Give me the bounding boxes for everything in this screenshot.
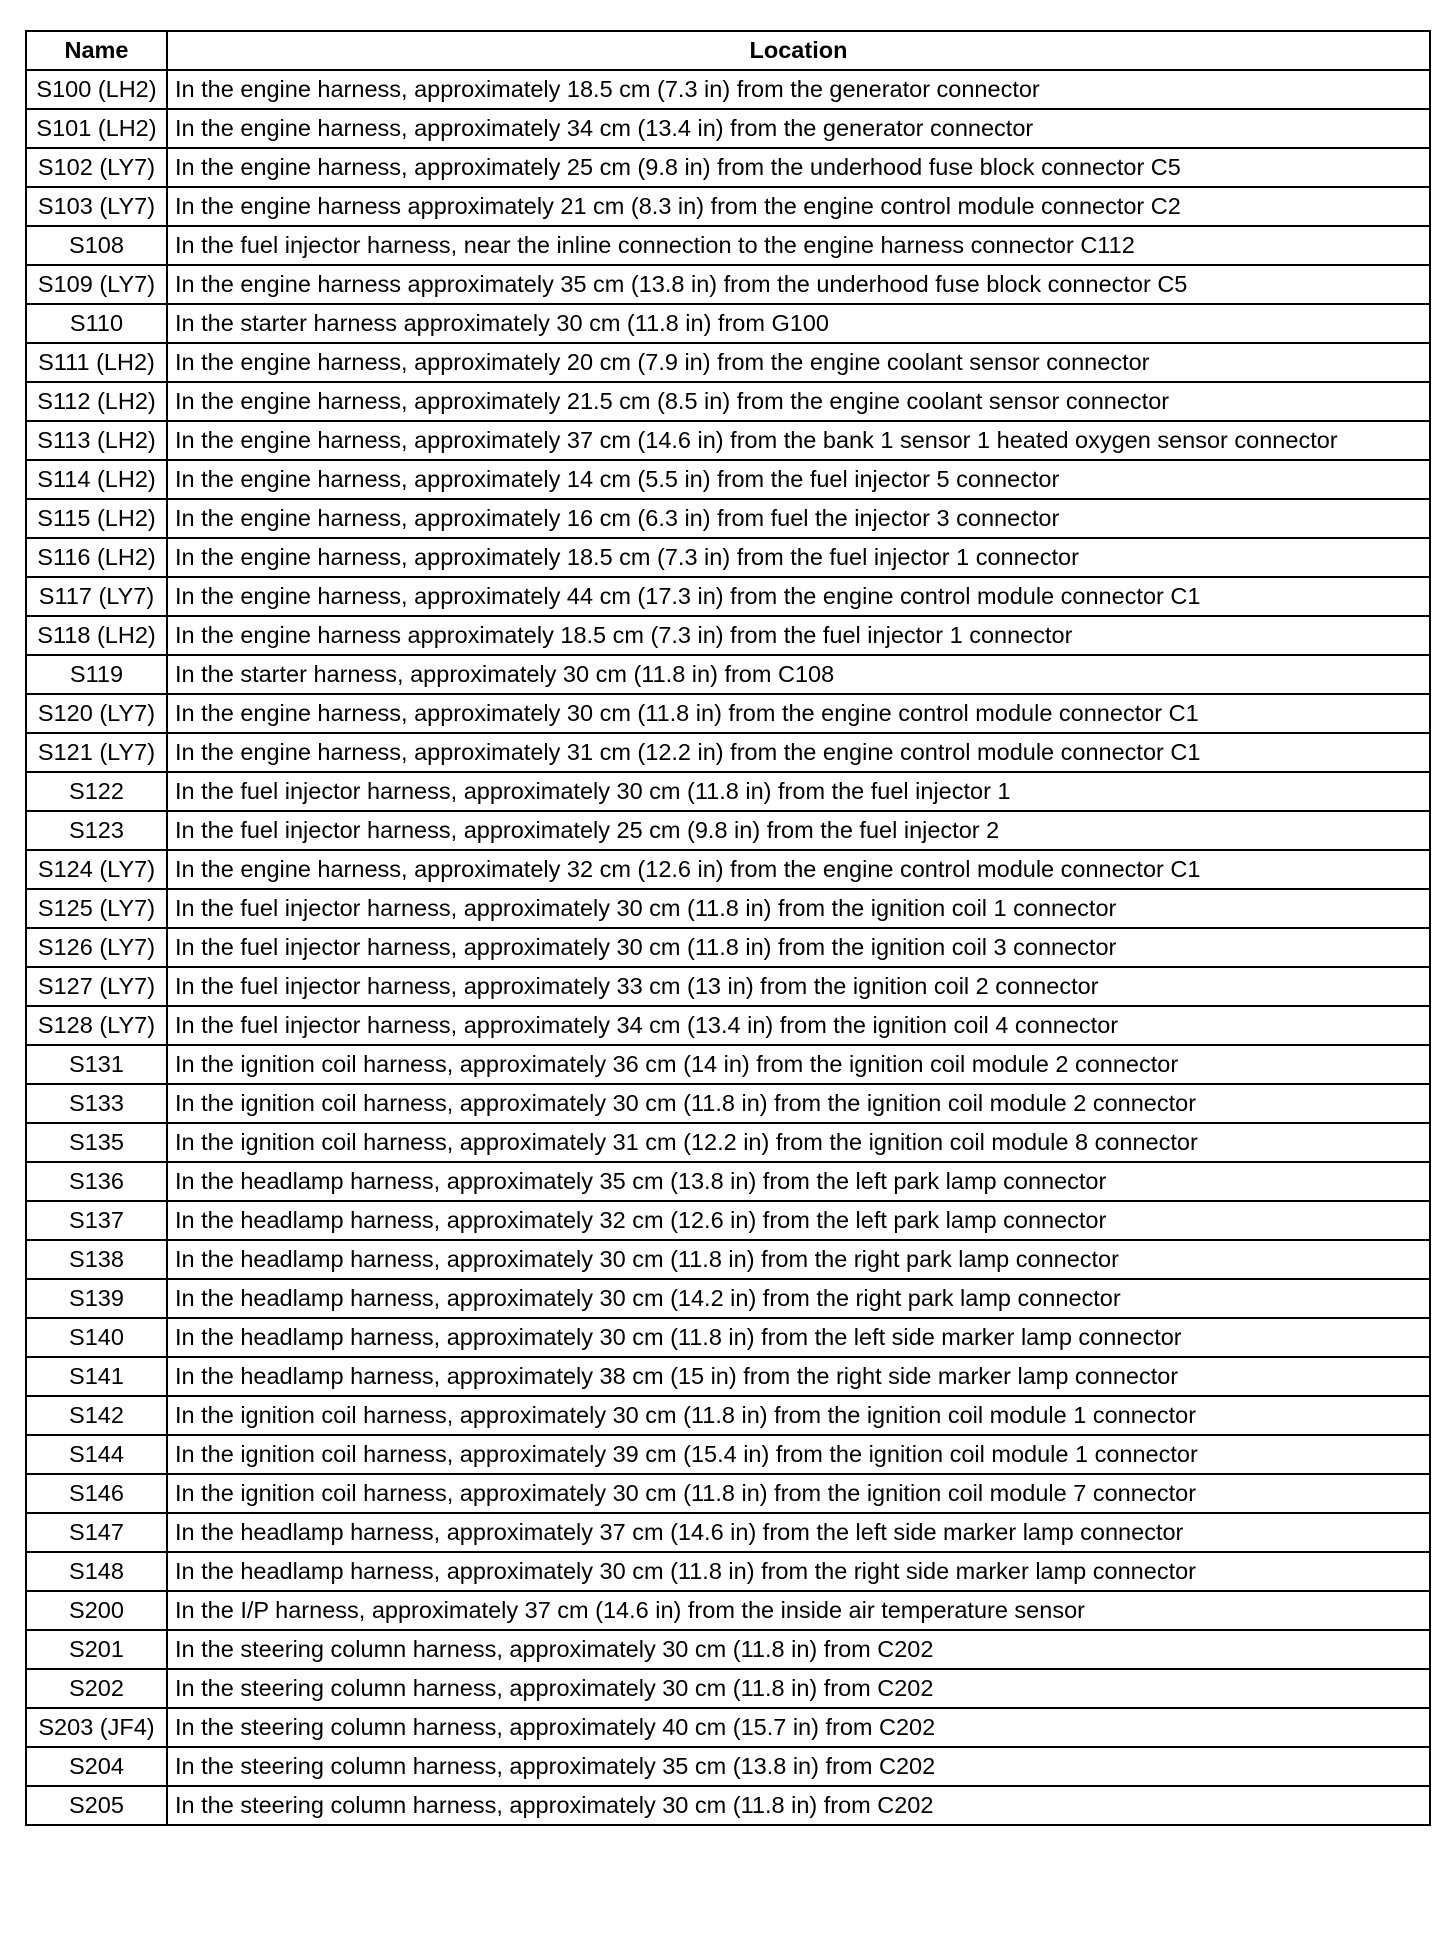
- splice-name-cell: S136: [26, 1162, 167, 1201]
- splice-name-cell: S109 (LY7): [26, 265, 167, 304]
- splice-location-cell: In the ignition coil harness, approximately 30 cm (11.8 in) from the ignition coil module 2 connector: [167, 1084, 1430, 1123]
- table-row: [26, 499, 1430, 538]
- splice-name-cell: S121 (LY7): [26, 733, 167, 772]
- splice-name-cell: S125 (LY7): [26, 889, 167, 928]
- splice-location-cell: In the engine harness, approximately 14 cm (5.5 in) from the fuel injector 5 connector: [167, 460, 1430, 499]
- splice-location-cell: In the steering column harness, approximately 35 cm (13.8 in) from C202: [167, 1747, 1430, 1786]
- splice-name-cell: S128 (LY7): [26, 1006, 167, 1045]
- table-row: [26, 460, 1430, 499]
- splice-location-cell: In the engine harness, approximately 37 cm (14.6 in) from the bank 1 sensor 1 heated oxygen sensor connector: [167, 421, 1430, 460]
- table-row: [26, 811, 1430, 850]
- splice-name-cell: S204: [26, 1747, 167, 1786]
- column-header-name: Name: [26, 31, 167, 70]
- table-row: [26, 1396, 1430, 1435]
- splice-name-cell: S123: [26, 811, 167, 850]
- splice-location-cell: In the engine harness approximately 21 cm (8.3 in) from the engine control module connector C2: [167, 187, 1430, 226]
- splice-name-cell: S126 (LY7): [26, 928, 167, 967]
- splice-location-cell: In the starter harness approximately 30 cm (11.8 in) from G100: [167, 304, 1430, 343]
- splice-location-cell: In the engine harness, approximately 18.5 cm (7.3 in) from the generator connector: [167, 70, 1430, 109]
- table-row: [26, 148, 1430, 187]
- table-row: [26, 1240, 1430, 1279]
- splice-name-cell: S111 (LH2): [26, 343, 167, 382]
- table-row: [26, 1786, 1430, 1825]
- splice-name-cell: S119: [26, 655, 167, 694]
- splice-location-cell: In the ignition coil harness, approximately 39 cm (15.4 in) from the ignition coil module 1 connector: [167, 1435, 1430, 1474]
- splice-name-cell: S200: [26, 1591, 167, 1630]
- splice-location-cell: In the headlamp harness, approximately 32 cm (12.6 in) from the left park lamp connector: [167, 1201, 1430, 1240]
- table-row: [26, 577, 1430, 616]
- splice-name-cell: S148: [26, 1552, 167, 1591]
- splice-location-cell: In the headlamp harness, approximately 30 cm (11.8 in) from the left side marker lamp connector: [167, 1318, 1430, 1357]
- table-row: [26, 1123, 1430, 1162]
- splice-name-cell: S120 (LY7): [26, 694, 167, 733]
- table-row: [26, 1435, 1430, 1474]
- table-row: [26, 1513, 1430, 1552]
- splice-name-cell: S100 (LH2): [26, 70, 167, 109]
- splice-location-table: [25, 30, 1431, 1826]
- splice-name-cell: S116 (LH2): [26, 538, 167, 577]
- splice-location-cell: In the headlamp harness, approximately 35 cm (13.8 in) from the left park lamp connector: [167, 1162, 1430, 1201]
- table-row: [26, 1474, 1430, 1513]
- splice-name-cell: S202: [26, 1669, 167, 1708]
- splice-location-cell: In the engine harness, approximately 44 cm (17.3 in) from the engine control module connector C1: [167, 577, 1430, 616]
- table-row: [26, 1318, 1430, 1357]
- table-row: [26, 967, 1430, 1006]
- splice-location-cell: In the engine harness, approximately 31 cm (12.2 in) from the engine control module connector C1: [167, 733, 1430, 772]
- splice-location-cell: In the headlamp harness, approximately 30 cm (11.8 in) from the right side marker lamp connector: [167, 1552, 1430, 1591]
- table-row: [26, 850, 1430, 889]
- table-row: [26, 1045, 1430, 1084]
- splice-location-cell: In the engine harness approximately 35 cm (13.8 in) from the underhood fuse block connector C5: [167, 265, 1430, 304]
- splice-name-cell: S140: [26, 1318, 167, 1357]
- splice-name-cell: S133: [26, 1084, 167, 1123]
- table-row: [26, 109, 1430, 148]
- table-row: [26, 1669, 1430, 1708]
- splice-name-cell: S127 (LY7): [26, 967, 167, 1006]
- splice-name-cell: S115 (LH2): [26, 499, 167, 538]
- table-row: [26, 733, 1430, 772]
- table-row: [26, 1630, 1430, 1669]
- splice-location-cell: In the ignition coil harness, approximately 30 cm (11.8 in) from the ignition coil module 7 connector: [167, 1474, 1430, 1513]
- splice-name-cell: S144: [26, 1435, 167, 1474]
- splice-name-cell: S102 (LY7): [26, 148, 167, 187]
- table-row: [26, 187, 1430, 226]
- splice-name-cell: S103 (LY7): [26, 187, 167, 226]
- splice-name-cell: S108: [26, 226, 167, 265]
- splice-location-cell: In the headlamp harness, approximately 30 cm (11.8 in) from the right park lamp connector: [167, 1240, 1430, 1279]
- splice-name-cell: S114 (LH2): [26, 460, 167, 499]
- table-row: [26, 1006, 1430, 1045]
- column-header-location: Location: [167, 31, 1430, 70]
- splice-name-cell: S110: [26, 304, 167, 343]
- table-row: [26, 265, 1430, 304]
- table-row: [26, 694, 1430, 733]
- splice-name-cell: S118 (LH2): [26, 616, 167, 655]
- table-row: [26, 538, 1430, 577]
- splice-location-cell: In the headlamp harness, approximately 38 cm (15 in) from the right side marker lamp connector: [167, 1357, 1430, 1396]
- splice-location-cell: In the steering column harness, approximately 40 cm (15.7 in) from C202: [167, 1708, 1430, 1747]
- table-row: [26, 928, 1430, 967]
- table-row: [26, 1162, 1430, 1201]
- splice-location-cell: In the fuel injector harness, approximately 25 cm (9.8 in) from the fuel injector 2: [167, 811, 1430, 850]
- splice-name-cell: S124 (LY7): [26, 850, 167, 889]
- table-row: [26, 343, 1430, 382]
- table-row: [26, 772, 1430, 811]
- splice-location-cell: In the engine harness, approximately 21.5 cm (8.5 in) from the engine coolant sensor connector: [167, 382, 1430, 421]
- table-row: [26, 1747, 1430, 1786]
- splice-location-cell: In the engine harness, approximately 20 cm (7.9 in) from the engine coolant sensor connector: [167, 343, 1430, 382]
- splice-name-cell: S122: [26, 772, 167, 811]
- splice-name-cell: S101 (LH2): [26, 109, 167, 148]
- table-row: [26, 421, 1430, 460]
- splice-name-cell: S135: [26, 1123, 167, 1162]
- splice-location-sheet: [25, 30, 1429, 1826]
- splice-name-cell: S112 (LH2): [26, 382, 167, 421]
- splice-name-cell: S146: [26, 1474, 167, 1513]
- splice-name-cell: S131: [26, 1045, 167, 1084]
- splice-location-cell: In the steering column harness, approximately 30 cm (11.8 in) from C202: [167, 1669, 1430, 1708]
- table-row: [26, 70, 1430, 109]
- splice-name-cell: S139: [26, 1279, 167, 1318]
- table-row: [26, 1357, 1430, 1396]
- splice-location-cell: In the engine harness, approximately 34 cm (13.4 in) from the generator connector: [167, 109, 1430, 148]
- splice-name-cell: S141: [26, 1357, 167, 1396]
- splice-location-cell: In the engine harness, approximately 18.5 cm (7.3 in) from the fuel injector 1 connector: [167, 538, 1430, 577]
- table-header-row: [26, 31, 1430, 70]
- table-row: [26, 616, 1430, 655]
- splice-location-cell: In the engine harness, approximately 16 cm (6.3 in) from fuel the injector 3 connector: [167, 499, 1430, 538]
- splice-location-cell: In the engine harness approximately 18.5 cm (7.3 in) from the fuel injector 1 connector: [167, 616, 1430, 655]
- table-row: [26, 655, 1430, 694]
- splice-location-cell: In the engine harness, approximately 25 cm (9.8 in) from the underhood fuse block connector C5: [167, 148, 1430, 187]
- splice-name-cell: S117 (LY7): [26, 577, 167, 616]
- splice-location-cell: In the fuel injector harness, near the inline connection to the engine harness connector C112: [167, 226, 1430, 265]
- splice-location-cell: In the I/P harness, approximately 37 cm (14.6 in) from the inside air temperature sensor: [167, 1591, 1430, 1630]
- table-row: [26, 1552, 1430, 1591]
- table-row: [26, 304, 1430, 343]
- splice-location-cell: In the fuel injector harness, approximately 34 cm (13.4 in) from the ignition coil 4 connector: [167, 1006, 1430, 1045]
- splice-location-cell: In the ignition coil harness, approximately 36 cm (14 in) from the ignition coil module 2 connector: [167, 1045, 1430, 1084]
- splice-location-cell: In the fuel injector harness, approximately 33 cm (13 in) from the ignition coil 2 connector: [167, 967, 1430, 1006]
- splice-location-cell: In the engine harness, approximately 32 cm (12.6 in) from the engine control module connector C1: [167, 850, 1430, 889]
- splice-name-cell: S113 (LH2): [26, 421, 167, 460]
- splice-name-cell: S137: [26, 1201, 167, 1240]
- table-row: [26, 1201, 1430, 1240]
- splice-location-cell: In the steering column harness, approximately 30 cm (11.8 in) from C202: [167, 1786, 1430, 1825]
- splice-location-cell: In the steering column harness, approximately 30 cm (11.8 in) from C202: [167, 1630, 1430, 1669]
- table-row: [26, 226, 1430, 265]
- splice-name-cell: S142: [26, 1396, 167, 1435]
- table-body: [26, 70, 1430, 1825]
- table-row: [26, 889, 1430, 928]
- table-row: [26, 1708, 1430, 1747]
- splice-name-cell: S205: [26, 1786, 167, 1825]
- splice-name-cell: S147: [26, 1513, 167, 1552]
- splice-name-cell: S201: [26, 1630, 167, 1669]
- splice-location-cell: In the engine harness, approximately 30 cm (11.8 in) from the engine control module connector C1: [167, 694, 1430, 733]
- splice-name-cell: S203 (JF4): [26, 1708, 167, 1747]
- splice-location-cell: In the ignition coil harness, approximately 31 cm (12.2 in) from the ignition coil module 8 connector: [167, 1123, 1430, 1162]
- table-row: [26, 382, 1430, 421]
- splice-location-cell: In the fuel injector harness, approximately 30 cm (11.8 in) from the fuel injector 1: [167, 772, 1430, 811]
- splice-location-cell: In the ignition coil harness, approximately 30 cm (11.8 in) from the ignition coil module 1 connector: [167, 1396, 1430, 1435]
- table-row: [26, 1591, 1430, 1630]
- splice-location-cell: In the headlamp harness, approximately 37 cm (14.6 in) from the left side marker lamp connector: [167, 1513, 1430, 1552]
- table-row: [26, 1084, 1430, 1123]
- splice-location-cell: In the headlamp harness, approximately 30 cm (14.2 in) from the right park lamp connector: [167, 1279, 1430, 1318]
- splice-location-cell: In the fuel injector harness, approximately 30 cm (11.8 in) from the ignition coil 1 connector: [167, 889, 1430, 928]
- splice-location-cell: In the fuel injector harness, approximately 30 cm (11.8 in) from the ignition coil 3 connector: [167, 928, 1430, 967]
- table-row: [26, 1279, 1430, 1318]
- splice-location-cell: In the starter harness, approximately 30 cm (11.8 in) from C108: [167, 655, 1430, 694]
- splice-name-cell: S138: [26, 1240, 167, 1279]
